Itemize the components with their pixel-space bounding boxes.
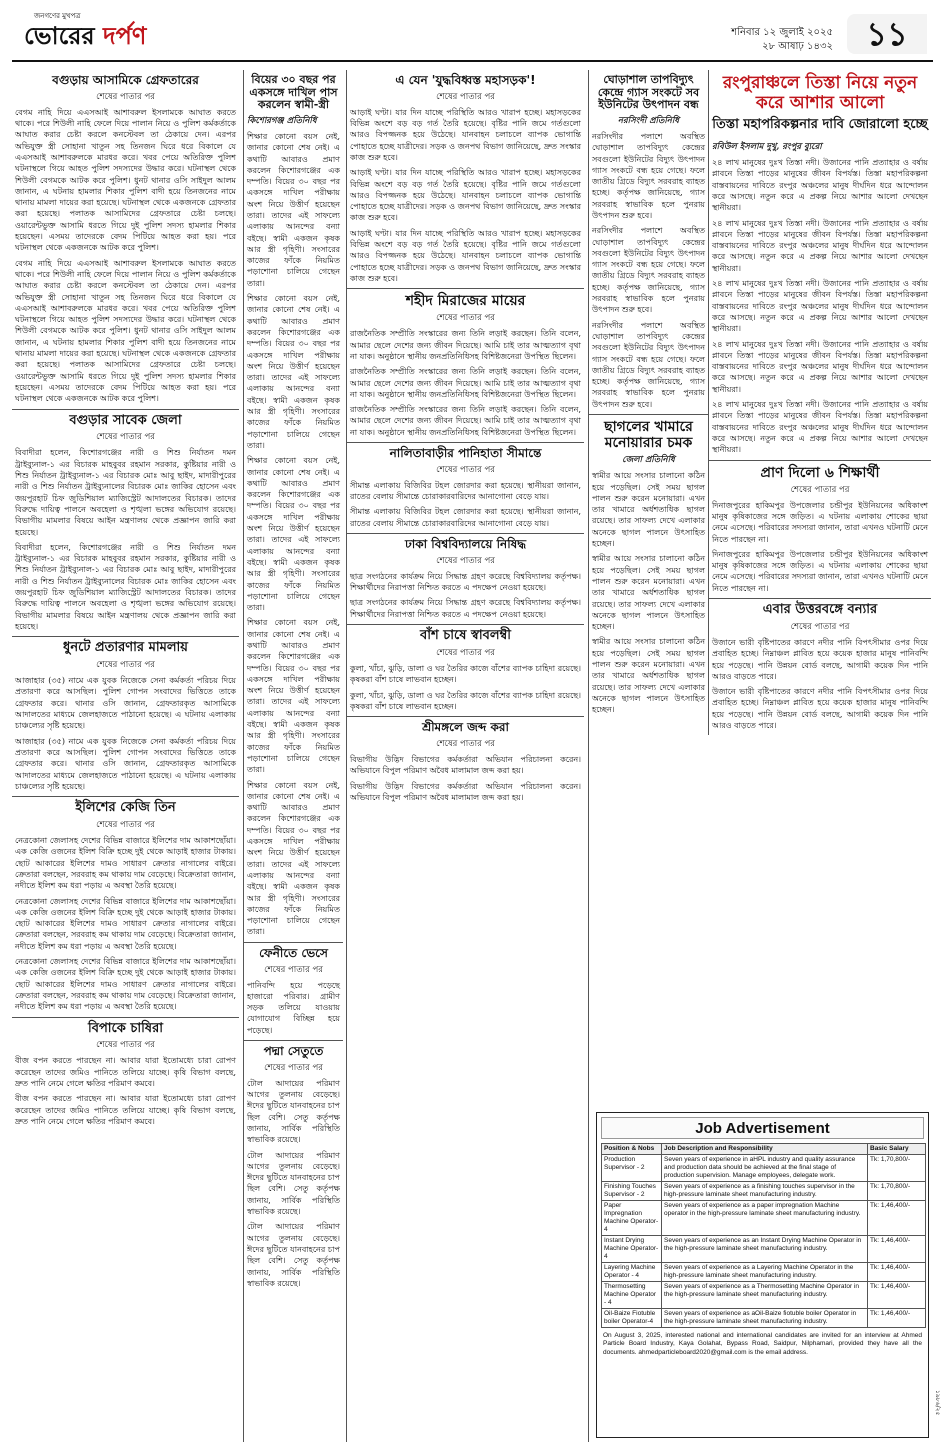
article-title[interactable]: এবার উত্তরবঙ্গে বন্যার	[762, 601, 878, 617]
article-body-cont: বীজ বপন করতে পারছেন না। আবার যারা ইতোমধ্যে চারা রোপণ করেছেন তাদের জমিও পানিতে তলিয়ে যাচ্ছে। কৃষি বিভাগ বলছে, দ্রুত পানি নেমে গেলে ক্ষতির পরিমাণ কমবে।	[15, 1094, 236, 1126]
article-body: ছাত্র সংগঠনের কার্যক্রম নিয়ে সিদ্ধান্ত গ্রহণ করেছে বিশ্ববিদ্যালয় কর্তৃপক্ষ। শিক্ষার্থীদের নিরাপত্তা নিশ্চিত করতে এ পদক্ষেপ নেওয়া হয়েছে।	[350, 571, 581, 593]
divider	[347, 716, 584, 717]
job-description: Seven years of experience as an Instant Drying Machine Operator in the high-pressure laminate sheet manufacturing industry.	[662, 1236, 868, 1263]
logo-tagline: জনগণের মুখপত্র	[34, 12, 81, 20]
article-body-cont: রাজনৈতিক সম্প্রীতি সংস্কারের জন্য তিনি লড়াই করছেন। তিনি বলেন, আমার ছেলে দেশের জন্য জীবন দিয়েছে। আমি চাই তার আত্মত্যাগ বৃথা না যাক। অনুষ্ঠানে স্থানীয় জনপ্রতিনিধিসহ বিশিষ্টজনেরা উপস্থিত ছিলেন।	[350, 405, 581, 437]
article-byline: শেষের পাতার পর	[264, 1062, 323, 1073]
article-body-cont: টোল আদায়ের পরিমাণ আগের তুলনায় বেড়েছে। ঈদের ছুটিতে যানবাহনের চাপ ছিল বেশি। সেতু কর্তৃপক্ষ জানায়, সার্বিক পরিস্থিতি স্বাভাবিক রয়েছে।	[247, 1222, 340, 1288]
divider	[347, 533, 584, 534]
table-row	[602, 1282, 926, 1309]
article-title[interactable]: নালিতাবাড়ীর পানিহাতা সীমান্তে	[389, 446, 542, 461]
article-byline: শেষের পাতার পর	[96, 1040, 155, 1051]
divider	[709, 460, 931, 461]
job-description: Seven years of experience as a Thermosetting Machine Operator in the high-pressure laminate sheet manufacturing industry.	[662, 1282, 868, 1309]
job-description: Seven years of experience as a Layering Machine Operator in the high-pressure laminate sheet manufacturing industry.	[662, 1263, 868, 1282]
article-body: বিবাদীরা হলেন, কিশোরগঞ্জের নারী ও শিশু নির্যাতন দমন ট্রাইব্যুনাল-১ এর বিচারক মাহবুবর রহমান সরকার, কুষ্টিয়ার নারী ও শিশু নির্যাতন ট্রাইব্যুনাল-১ এর বিচারক মোঃ আবু ছাইদ, মাদারীপুরের নারী ও শিশু নির্যাতন ট্রাইব্যুনালের বিচারক মোঃ জাকির হোসেন এবং জয়পুরহাট চিফ জুডিশিয়াল ম্যাজিস্ট্রেট আদালতের বিচারক। তাদের বিরুদ্ধে দায়িত্ব পালনে অবহেলা ও শৃঙ্খলা ভঙ্গের অভিযোগ রয়েছে। বিভাগীয় মামলার বিষয়ে আইন মন্ত্রণালয় থেকে প্রজ্ঞাপন জারি করা হয়েছে।	[15, 448, 236, 537]
article-byline: শেষের পাতার পর	[436, 313, 495, 324]
article-body-cont: বেগম নাহি দিয়ে এএসআই আশাবরুল ইসলামকে আঘাত করতে থাকে। পরে শিউলী নাহি ফেলে দিয়ে পালান নিয়ে ও পুলিশ কর্মকর্তাকে আঘাত করার চেষ্টা করলে কনস্টেবল তা ঠেকায়ে দেন। এরপর অভিযুক্ত স্ত্রী সোহানা খাতুন সহ তিনজন ঘিরে ধরে বিকালে যে এএসআই আশাবরুলকে মারধর করে। খবর পেয়ে অতিরিক্ত পুলিশ ঘটনাস্থলে গিয়ে আহত পুলিশ সদস্যদের উদ্ধার করে। ঘটনাস্থল থেকে শিউলী বেগমকে আটক করে পুলিশ। ধুনট থানার ওসি সাইদুল আলম জানান, এ ঘটনায় হামলার শিকার পুলিশ বাদী হয়ে তিনজনের নামে থানায় মামলা দায়ের করা হয়েছে। ঘটনাস্থল থেকে একজনকে গ্রেফতার করা হয়েছে। পলাতক আসামিদের গ্রেফতারে চেষ্টা চলছে। ওয়ারেন্টভুক্ত আসামি ধরতে গিয়ে দুই পুলিশ সদস্য হামলার শিকার হয়েছেন। এসময় তাদেরকে বেদম পিটিয়ে আহত করা হয়। পরে ঘটনাস্থল থেকে একজনকে আটক করে পুলিশ।	[15, 258, 236, 404]
column-2	[243, 70, 343, 1442]
column-1	[12, 70, 239, 1442]
column-3	[346, 70, 584, 1442]
article-body: নরসিংদীর পলাশে অবস্থিত ঘোড়াশাল তাপবিদ্যুৎ কেন্দ্রের সবগুলো ইউনিটের বিদ্যুৎ উৎপাদন গ্যাস সংকটে বন্ধ হয়ে গেছে। ফলে জাতীয় গ্রিডে বিদ্যুৎ সরবরাহ ব্যাহত হচ্ছে। কর্তৃপক্ষ জানিয়েছে, গ্যাস সরবরাহ স্বাভাবিক হলে পুনরায় উৎপাদন শুরু হবে।	[592, 131, 705, 220]
article-byline: জেলা প্রতিনিধি	[622, 455, 675, 466]
article-body-cont: টোল আদায়ের পরিমাণ আগের তুলনায় বেড়েছে। ঈদের ছুটিতে যানবাহনের চাপ ছিল বেশি। সেতু কর্তৃপক্ষ জানায়, সার্বিক পরিস্থিতি স্বাভাবিক রয়েছে।	[247, 1150, 340, 1217]
top-row	[589, 70, 931, 735]
article-body-cont: ২৪ লাখ মানুষের দুঃখ তিস্তা নদী। উজানের পানি প্রত্যাহার ও বর্ষায় প্লাবনে তিস্তা পাড়ের মানুষের জীবন বিপর্যস্ত। তিস্তা মহাপরিকল্পনা বাস্তবায়নের দাবিতে রংপুর অঞ্চলের মানুষ দীর্ঘদিন ধরে আন্দোলন করে আসছে। নতুন করে এ প্রকল্প নিয়ে আশার আলো দেখছেন স্থানীয়রা।	[712, 218, 928, 273]
article-body: আড়াই ঘণ্টা। যার দিন যাচ্ছে পরিস্থিতি আরও খারাপ হচ্ছে। মহাসড়কের বিভিন্ন অংশে বড় বড় গর্ত তৈরি হয়েছে। বৃষ্টির পানি জমে গর্তগুলো আরও বিপজ্জনক হয়ে উঠেছে। যানবাহন চলাচলে ব্যাপক ভোগান্তি পোহাতে হচ্ছে যাত্রীদের। সড়ক ও জনপথ বিভাগ জানিয়েছে, দ্রুত সংস্কার কাজ শুরু হবে।	[350, 107, 581, 162]
article-body: বিভাগীয় উদ্ভিদ বিভাগের কর্মকর্তারা অভিযান পরিচালনা করেন। অভিযানে বিপুল পরিমাণ অবৈধ মালামাল জব্দ করা হয়।	[350, 754, 581, 776]
job-table-header	[602, 1144, 926, 1155]
article-body-cont: নরসিংদীর পলাশে অবস্থিত ঘোড়াশাল তাপবিদ্যুৎ কেন্দ্রের সবগুলো ইউনিটের বিদ্যুৎ উৎপাদন গ্যাস সংকটে বন্ধ হয়ে গেছে। ফলে জাতীয় গ্রিডে বিদ্যুৎ সরবরাহ ব্যাহত হচ্ছে। কর্তৃপক্ষ জানিয়েছে, গ্যাস সরবরাহ স্বাভাবিক হলে পুনরায় উৎপাদন শুরু হবে।	[592, 226, 705, 315]
col-salary: Basic Salary	[868, 1144, 926, 1155]
table-row	[602, 1309, 926, 1328]
date-gregorian: শনিবার ১২ জুলাই ২০২৫	[731, 27, 833, 38]
article-byline: শেষের পাতার পর	[436, 738, 495, 749]
logo-word-black: ভোরের	[24, 22, 95, 50]
divider	[12, 796, 239, 797]
article-title[interactable]: বগুড়ার সাবেক জেলা	[69, 412, 182, 428]
article-body: সীমান্ত এলাকায় বিজিবির টহল জোরদার করা হয়েছে। স্থানীয়রা জানান, রাতের বেলায় সীমান্তে চোরাকারবারিদের আনাগোনা বেড়ে যায়।	[350, 480, 581, 502]
article-body: বেগম নাহি দিয়ে এএসআই আশাবরুল ইসলামকে আঘাত করতে থাকে। পরে শিউলী নাহি ফেলে দিয়ে পালান নিয়ে ও পুলিশ কর্মকর্তাকে আঘাত করার চেষ্টা করলে কনস্টেবল তা ঠেকায়ে দেন। এরপর অভিযুক্ত স্ত্রী সোহানা খাতুন সহ তিনজন ঘিরে ধরে বিকালে যে এএসআই আশাবরুলকে মারধর করে। খবর পেয়ে অতিরিক্ত পুলিশ ঘটনাস্থলে গিয়ে আহত পুলিশ সদস্যদের উদ্ধার করে। ঘটনাস্থল থেকে শিউলী বেগমকে আটক করে পুলিশ। ধুনট থানার ওসি সাইদুল আলম জানান, এ ঘটনায় হামলার শিকার পুলিশ বাদী হয়ে তিনজনের নামে থানায় মামলা দায়ের করা হয়েছে। ঘটনাস্থল থেকে একজনকে গ্রেফতার করা হয়েছে। পলাতক আসামিদের গ্রেফতারে চেষ্টা চলছে। ওয়ারেন্টভুক্ত আসামি ধরতে গিয়ে দুই পুলিশ সদস্য হামলার শিকার হয়েছেন। এসময় তাদেরকে বেদম পিটিয়ে আহত করা হয়। পরে ঘটনাস্থল থেকে একজনকে আটক করে পুলিশ।	[15, 107, 236, 253]
article-byline: কিশোরগঞ্জ প্রতিনিধি	[247, 115, 317, 126]
article-body: বীজ বপন করতে পারছেন না। আবার যারা ইতোমধ্যে চারা রোপণ করেছেন তাদের জমিও পানিতে তলিয়ে যাচ্ছে। কৃষি বিভাগ বলছে, দ্রুত পানি নেমে গেলে ক্ষতির পরিমাণ কমবে।	[15, 1056, 236, 1089]
job-description: Seven years of experience as a paper impregnation Machine operator in the high-pressure laminate sheet manufacturing industry.	[662, 1201, 868, 1236]
article-title[interactable]: বিপাকে চাষিরা	[88, 1020, 163, 1036]
article-body: শিক্ষার কোনো বয়স নেই, জানার কোনো শেষ নেই। এ কথাটি আবারও প্রমাণ করলেন কিশোরগঞ্জের এক দম্পতি। বিয়ের ৩০ বছর পর একসঙ্গে দাখিল পরীক্ষায় অংশ নিয়ে উত্তীর্ণ হয়েছেন তারা। তাদের এই সাফল্যে এলাকায় আনন্দের বন্যা বইছে। স্বামী একজন কৃষক আর স্ত্রী গৃহিণী। সংসারের কাজের ফাঁকে নিয়মিত পড়াশোনা চালিয়ে গেছেন তারা।	[247, 131, 340, 288]
job-description: Seven years of experience in aHPL industry and quality assurance and production data should be achieved at the final stage of production supervision. Manage employees, delegate work.	[662, 1155, 868, 1182]
article-byline: শেষের পাতার পর	[436, 91, 495, 102]
job-table	[601, 1143, 926, 1328]
job-position: Layering Machine Operator - 4	[602, 1263, 662, 1282]
article-byline: শেষের পাতার পর	[436, 464, 495, 475]
article-byline: রবিউল ইসলাম দুখু, রংপুর ব্যুরো	[712, 142, 822, 153]
article-title[interactable]: ঘোড়াশাল তাপবিদ্যুৎ কেন্দ্রে গ্যাস সংকটে সব ইউনিটের উৎপাদন বন্ধ	[597, 73, 700, 112]
job-position: Production Supervisor - 2	[602, 1155, 662, 1182]
article-body-cont: শিক্ষার কোনো বয়স নেই, জানার কোনো শেষ নেই। এ কথাটি আবারও প্রমাণ করলেন কিশোরগঞ্জের এক দম্পতি। বিয়ের ৩০ বছর পর একসঙ্গে দাখিল পরীক্ষায় অংশ নিয়ে উত্তীর্ণ হয়েছেন তারা। তাদের এই সাফল্যে এলাকায় আনন্দের বন্যা বইছে। স্বামী একজন কৃষক আর স্ত্রী গৃহিণী। সংসারের কাজের ফাঁকে নিয়মিত পড়াশোনা চালিয়ে গেছেন তারা।	[247, 456, 340, 613]
article-body-cont: আড়াই ঘণ্টা। যার দিন যাচ্ছে পরিস্থিতি আরও খারাপ হচ্ছে। মহাসড়কের বিভিন্ন অংশে বড় বড় গর্ত তৈরি হয়েছে। বৃষ্টির পানি জমে গর্তগুলো আরও বিপজ্জনক হয়ে উঠেছে। যানবাহন চলাচলে ব্যাপক ভোগান্তি পোহাতে হচ্ছে যাত্রীদের। সড়ক ও জনপথ বিভাগ জানিয়েছে, দ্রুত সংস্কার কাজ শুরু হবে।	[350, 228, 581, 283]
col-position: Position & Nobs	[602, 1144, 662, 1155]
article-body: কুলা, খাঁচা, ঝুড়ি, ডালা ও ঘর তৈরির কাজে বাঁশের ব্যাপক চাহিদা রয়েছে। কৃষকরা বাঁশ চাষে লাভবান হচ্ছেন।	[350, 663, 581, 685]
job-salary: Tk: 1,70,800/-	[868, 1182, 926, 1201]
article-body-cont: বিবাদীরা হলেন, কিশোরগঞ্জের নারী ও শিশু নির্যাতন দমন ট্রাইব্যুনাল-১ এর বিচারক মাহবুবর রহমান সরকার, কুষ্টিয়ার নারী ও শিশু নির্যাতন ট্রাইব্যুনাল-১ এর বিচারক মোঃ আবু ছাইদ, মাদারীপুরের নারী ও শিশু নির্যাতন ট্রাইব্যুনালের বিচারক মোঃ জাকির হোসেন এবং জয়পুরহাট চিফ জুডিশিয়াল ম্যাজিস্ট্রেট আদালতের বিচারক। তাদের বিরুদ্ধে দায়িত্ব পালনে অবহেলা ও শৃঙ্খলা ভঙ্গের অভিযোগ রয়েছে। বিভাগীয় মামলার বিষয়ে আইন মন্ত্রণালয় থেকে প্রজ্ঞাপন জারি করা হয়েছে।	[15, 542, 236, 631]
article-byline: শেষের পাতার পর	[96, 660, 155, 671]
table-row	[602, 1155, 926, 1182]
job-position: Oil-Baize Fiotuble boiler Operator-4	[602, 1309, 662, 1328]
article-body-cont: ছাত্র সংগঠনের কার্যক্রম নিয়ে সিদ্ধান্ত গ্রহণ করেছে বিশ্ববিদ্যালয় কর্তৃপক্ষ। শিক্ষার্থীদের নিরাপত্তা নিশ্চিত করতে এ পদক্ষেপ নেওয়া হয়েছে।	[350, 598, 581, 619]
job-salary: Tk: 1,70,800/-	[868, 1155, 926, 1182]
article-byline: শেষের পাতার পর	[96, 91, 155, 102]
article-title[interactable]: এ যেন 'যুদ্ধবিধ্বস্ত মহাসড়ক'!	[395, 73, 536, 87]
job-position: Instant Drying Machine Operator-4	[602, 1236, 662, 1263]
article-byline: শেষের পাতার পর	[96, 820, 155, 831]
newspaper-logo[interactable]	[24, 12, 147, 58]
article-body-cont: বিভাগীয় উদ্ভিদ বিভাগের কর্মকর্তারা অভিযান পরিচালনা করেন। অভিযানে বিপুল পরিমাণ অবৈধ মালামাল জব্দ করা হয়।	[350, 781, 581, 802]
article-body-cont: শিক্ষার কোনো বয়স নেই, জানার কোনো শেষ নেই। এ কথাটি আবারও প্রমাণ করলেন কিশোরগঞ্জের এক দম্পতি। বিয়ের ৩০ বছর পর একসঙ্গে দাখিল পরীক্ষায় অংশ নিয়ে উত্তীর্ণ হয়েছেন তারা। তাদের এই সাফল্যে এলাকায় আনন্দের বন্যা বইছে। স্বামী একজন কৃষক আর স্ত্রী গৃহিণী। সংসারের কাজের ফাঁকে নিয়মিত পড়াশোনা চালিয়ে গেছেন তারা।	[247, 294, 340, 450]
article-body: উজানে ভারী বৃষ্টিপাতের কারণে নদীর পানি বিপৎসীমার ওপর দিয়ে প্রবাহিত হচ্ছে। নিম্নাঞ্চল প্লাবিত হয়ে কয়েক হাজার মানুষ পানিবন্দি হয়ে পড়েছে। পানি উন্নয়ন বোর্ড বলছে, আগামী কয়েক দিন পানি আরও বাড়তে পারে।	[712, 637, 928, 681]
article-byline: নরসিংদী প্রতিনিধি	[617, 115, 680, 126]
divider	[12, 636, 239, 637]
article-body-cont: নরসিংদীর পলাশে অবস্থিত ঘোড়াশাল তাপবিদ্যুৎ কেন্দ্রের সবগুলো ইউনিটের বিদ্যুৎ উৎপাদন গ্যাস সংকটে বন্ধ হয়ে গেছে। ফলে জাতীয় গ্রিডে বিদ্যুৎ সরবরাহ ব্যাহত হচ্ছে। কর্তৃপক্ষ জানিয়েছে, গ্যাস সরবরাহ স্বাভাবিক হলে পুনরায় উৎপাদন শুরু হবে।	[592, 320, 705, 409]
table-row	[602, 1263, 926, 1282]
article-title[interactable]: ফেনীতে ভেসে	[259, 945, 328, 960]
date-bangla: ২৮ আষাঢ় ১৪৩২	[762, 41, 833, 52]
table-row	[602, 1182, 926, 1201]
article-byline: শেষের পাতার পর	[264, 964, 323, 975]
article-body-cont: নেত্রকোনা জেলাসহ দেশের বিভিন্ন বাজারে ইলিশের দাম আকাশছোঁয়া। এক কেজি ওজনের ইলিশ বিক্রি হচ্ছে দুই থেকে আড়াই হাজার টাকায়। ছোট আকারের ইলিশের দামও সাধারণ ক্রেতার নাগালের বাইরে। ক্রেতারা বলছেন, সরবরাহ কম থাকায় দাম বেড়েছে। বিক্রেতারা জানান, নদীতে ইলিশ কম ধরা পড়ায় এ অবস্থা তৈরি হয়েছে।	[15, 896, 236, 951]
job-position: Thermosetting Machine Operator - 4	[602, 1282, 662, 1309]
article-byline: শেষের পাতার পর	[790, 621, 850, 632]
gas-article	[589, 70, 709, 735]
article-byline: শেষের পাতার পর	[96, 432, 155, 443]
article-body-cont: শিক্ষার কোনো বয়স নেই, জানার কোনো শেষ নেই। এ কথাটি আবারও প্রমাণ করলেন কিশোরগঞ্জের এক দম্পতি। বিয়ের ৩০ বছর পর একসঙ্গে দাখিল পরীক্ষায় অংশ নিয়ে উত্তীর্ণ হয়েছেন তারা। তাদের এই সাফল্যে এলাকায় আনন্দের বন্যা বইছে। স্বামী একজন কৃষক আর স্ত্রী গৃহিণী। সংসারের কাজের ফাঁকে নিয়মিত পড়াশোনা চালিয়ে গেছেন তারা।	[247, 618, 340, 775]
article-byline: শেষের পাতার পর	[436, 555, 495, 566]
article-body-cont: ২৪ লাখ মানুষের দুঃখ তিস্তা নদী। উজানের পানি প্রত্যাহার ও বর্ষায় প্লাবনে তিস্তা পাড়ের মানুষের জীবন বিপর্যস্ত। তিস্তা মহাপরিকল্পনা বাস্তবায়নের দাবিতে রংপুর অঞ্চলের মানুষ দীর্ঘদিন ধরে আন্দোলন করে আসছে। নতুন করে এ প্রকল্প নিয়ে আশার আলো দেখছেন স্থানীয়রা।	[712, 339, 928, 394]
article-title[interactable]: শ্রীমঙ্গলে জব্দ করা	[422, 720, 509, 735]
article-title[interactable]: ইলিশের কেজি তিন	[75, 800, 176, 816]
article-title[interactable]: প্রাণ দিলো ৬ শিক্ষার্থী	[760, 464, 880, 481]
article-byline: শেষের পাতার পর	[790, 484, 850, 495]
article-body-cont: ২৪ লাখ মানুষের দুঃখ তিস্তা নদী। উজানের পানি প্রত্যাহার ও বর্ষায় প্লাবনে তিস্তা পাড়ের মানুষের জীবন বিপর্যস্ত। তিস্তা মহাপরিকল্পনা বাস্তবায়নের দাবিতে রংপুর অঞ্চলের মানুষ দীর্ঘদিন ধরে আন্দোলন করে আসছে। নতুন করে এ প্রকল্প নিয়ে আশার আলো দেখছেন স্থানীয়রা।	[712, 279, 928, 334]
article-body: রাজনৈতিক সম্প্রীতি সংস্কারের জন্য তিনি লড়াই করছেন। তিনি বলেন, আমার ছেলে দেশের জন্য জীবন দিয়েছে। আমি চাই তার আত্মত্যাগ বৃথা না যাক। অনুষ্ঠানে স্থানীয় জনপ্রতিনিধিসহ বিশিষ্টজনেরা উপস্থিত ছিলেন।	[350, 329, 581, 361]
job-salary: Tk: 1,46,400/-	[868, 1263, 926, 1282]
article-title[interactable]: বাঁশ চাষে স্বাবলম্বী	[420, 627, 511, 643]
article-body: দিনাজপুরের হাকিমপুর উপজেলার চন্ডীপুর ইউনিয়নের অধিকাংশ মানুষ কৃষিকাজের সঙ্গে জড়িত। এ ঘটনায় এলাকায় শোকের ছায়া নেমে এসেছে। পরিবারের সদস্যরা জানান, তারা এখনও ঘটনাটি মেনে নিতে পারছেন না।	[712, 500, 928, 544]
issue-date	[731, 26, 833, 54]
masthead	[12, 10, 933, 62]
article-body-cont: আড়াই ঘণ্টা। যার দিন যাচ্ছে পরিস্থিতি আরও খারাপ হচ্ছে। মহাসড়কের বিভিন্ন অংশে বড় বড় গর্ত তৈরি হয়েছে। বৃষ্টির পানি জমে গর্তগুলো আরও বিপজ্জনক হয়ে উঠেছে। যানবাহন চলাচলে ব্যাপক ভোগান্তি পোহাতে হচ্ছে যাত্রীদের। সড়ক ও জনপথ বিভাগ জানিয়েছে, দ্রুত সংস্কার কাজ শুরু হবে।	[350, 168, 581, 223]
divider	[589, 414, 708, 415]
article-body-cont: উজানে ভারী বৃষ্টিপাতের কারণে নদীর পানি বিপৎসীমার ওপর দিয়ে প্রবাহিত হচ্ছে। নিম্নাঞ্চল প্লাবিত হয়ে কয়েক হাজার মানুষ পানিবন্দি হয়ে পড়েছে। পানি উন্নয়ন বোর্ড বলছে, আগামী কয়েক দিন পানি আরও বাড়তে পারে।	[712, 687, 928, 730]
article-body-cont: ২৪ লাখ মানুষের দুঃখ তিস্তা নদী। উজানের পানি প্রত্যাহার ও বর্ষায় প্লাবনে তিস্তা পাড়ের মানুষের জীবন বিপর্যস্ত। তিস্তা মহাপরিকল্পনা বাস্তবায়নের দাবিতে রংপুর অঞ্চলের মানুষ দীর্ঘদিন ধরে আন্দোলন করে আসছে। নতুন করে এ প্রকল্প নিয়ে আশার আলো দেখছেন স্থানীয়রা।	[712, 400, 928, 455]
article-title[interactable]: বিয়ের ৩০ বছর পর একসঙ্গে দাখিল পাস করলেন স্বামী-স্ত্রী	[249, 73, 338, 112]
divider	[244, 942, 343, 943]
table-row	[602, 1236, 926, 1263]
job-salary: Tk: 1,46,400/-	[868, 1201, 926, 1236]
article-body-cont: শিক্ষার কোনো বয়স নেই, জানার কোনো শেষ নেই। এ কথাটি আবারও প্রমাণ করলেন কিশোরগঞ্জের এক দম্পতি। বিয়ের ৩০ বছর পর একসঙ্গে দাখিল পরীক্ষায় অংশ নিয়ে উত্তীর্ণ হয়েছেন তারা। তাদের এই সাফল্যে এলাকায় আনন্দের বন্যা বইছে। স্বামী একজন কৃষক আর স্ত্রী গৃহিণী। সংসারের কাজের ফাঁকে নিয়মিত পড়াশোনা চালিয়ে গেছেন তারা।	[247, 780, 340, 937]
article-subtitle: তিস্তা মহাপরিকল্পনার দাবি জোরালো হচ্ছে	[712, 117, 928, 133]
divider	[12, 1017, 239, 1018]
article-body-cont: কুলা, খাঁচা, ঝুড়ি, ডালা ও ঘর তৈরির কাজে বাঁশের ব্যাপক চাহিদা রয়েছে। কৃষকরা বাঁশ চাষে লাভবান হচ্ছেন।	[350, 690, 581, 711]
col-description: Job Description and Responsibility	[662, 1144, 868, 1155]
divider	[347, 288, 584, 289]
divider	[12, 409, 239, 410]
article-title[interactable]: বগুড়ায় আসামিকে গ্রেফতারের	[52, 73, 199, 87]
job-description: Seven years of experience as a finishing touches supervisor in the high-pressure laminate sheet manufacturing industry.	[662, 1182, 868, 1201]
job-position: Finishing Touches Supervisor - 2	[602, 1182, 662, 1201]
article-body-cont: স্বামীর আয়ে সংসার চালানো কঠিন হয়ে পড়েছিল। সেই সময় ছাগল পালন শুরু করেন মনোয়ারা। এখন তার খামারে অর্ধশতাধিক ছাগল রয়েছে। তার সাফল্য দেখে এলাকার অনেকে ছাগল পালনে উৎসাহিত হচ্ছেন।	[592, 554, 705, 632]
article-title[interactable]: শহীদ মিরাজের মায়ের	[405, 293, 526, 310]
job-salary: Tk: 1,46,400/-	[868, 1236, 926, 1263]
article-title[interactable]: রংপুরাঞ্চলে তিস্তা নিয়ে নতুন করে আশার আলো	[722, 73, 918, 113]
job-ad-note: On August 3, 2025, interested national and international candidates are invited for an interview at Ahmed Particle Board Industry, Kaya Golahat, Bypass Road, Saidpur, Nilphamari, provided they have all the documents. ahmedparticleboard2020@gmail.com is the email address.	[603, 1332, 922, 1356]
article-byline: শেষের পাতার পর	[436, 647, 495, 658]
job-salary: Tk: 1,46,400/-	[868, 1309, 926, 1328]
divider	[347, 442, 584, 443]
job-description: Seven years of experience as aOil-Baize fiotuble boiler Operator in the high-pressure laminate sheet manufacturing industry.	[662, 1309, 868, 1328]
article-body: টোল আদায়ের পরিমাণ আগের তুলনায় বেড়েছে। ঈদের ছুটিতে যানবাহনের চাপ ছিল বেশি। সেতু কর্তৃপক্ষ জানায়, সার্বিক পরিস্থিতি স্বাভাবিক রয়েছে।	[247, 1078, 340, 1145]
article-body-cont: নেত্রকোনা জেলাসহ দেশের বিভিন্ন বাজারে ইলিশের দাম আকাশছোঁয়া। এক কেজি ওজনের ইলিশ বিক্রি হচ্ছে দুই থেকে আড়াই হাজার টাকায়। ছোট আকারের ইলিশের দামও সাধারণ ক্রেতার নাগালের বাইরে। ক্রেতারা বলছেন, সরবরাহ কম থাকায় দাম বেড়েছে। বিক্রেতারা জানান, নদীতে ইলিশ কম ধরা পড়ায় এ অবস্থা তৈরি হয়েছে।	[15, 957, 236, 1012]
job-advertisement	[596, 1112, 929, 1438]
ad-reference-id: ১৯৮৬/২৫	[934, 1390, 941, 1416]
article-title[interactable]: ঢাকা বিশ্ববিদ্যালয়ে নিষিদ্ধ	[404, 537, 527, 551]
article-title[interactable]: পদ্মা সেতুতে	[263, 1043, 324, 1058]
divider	[244, 1040, 343, 1041]
article-body: পানিবন্দি হয়ে পড়েছে হাজারো পরিবার। গ্রামীণ সড়ক তলিয়ে যাওয়ায় যোগাযোগ বিচ্ছিন্ন হয়ে পড়েছে।	[247, 980, 340, 1035]
job-ad-title: Job Advertisement	[601, 1117, 924, 1139]
article-body-cont: স্বামীর আয়ে সংসার চালানো কঠিন হয়ে পড়েছিল। সেই সময় ছাগল পালন শুরু করেন মনোয়ারা। এখন তার খামারে অর্ধশতাধিক ছাগল রয়েছে। তার সাফল্য দেখে এলাকার অনেকে ছাগল পালনে উৎসাহিত হচ্ছেন।	[592, 637, 705, 715]
job-position: Paper Impregnation Machine Operator-4	[602, 1201, 662, 1236]
article-body: নেত্রকোনা জেলাসহ দেশের বিভিন্ন বাজারে ইলিশের দাম আকাশছোঁয়া। এক কেজি ওজনের ইলিশ বিক্রি হচ্ছে দুই থেকে আড়াই হাজার টাকায়। ছোট আকারের ইলিশের দামও সাধারণ ক্রেতার নাগালের বাইরে। ক্রেতারা বলছেন, সরবরাহ কম থাকায় দাম বেড়েছে। বিক্রেতারা জানান, নদীতে ইলিশ কম ধরা পড়ায় এ অবস্থা তৈরি হয়েছে।	[15, 836, 236, 891]
table-row	[602, 1201, 926, 1236]
divider	[709, 598, 931, 599]
article-body-cont: সীমান্ত এলাকায় বিজিবির টহল জোরদার করা হয়েছে। স্থানীয়রা জানান, রাতের বেলায় সীমান্তে চোরাকারবারিদের আনাগোনা বেড়ে যায়।	[350, 507, 581, 528]
logo-word-red: দর্পণ	[103, 22, 147, 50]
article-body-cont: রাজনৈতিক সম্প্রীতি সংস্কারের জন্য তিনি লড়াই করছেন। তিনি বলেন, আমার ছেলে দেশের জন্য জীবন দিয়েছে। আমি চাই তার আত্মত্যাগ বৃথা না যাক। অনুষ্ঠানে স্থানীয় জনপ্রতিনিধিসহ বিশিষ্টজনেরা উপস্থিত ছিলেন।	[350, 367, 581, 399]
article-body-cont: আজাহার (৩৫) নামে এক যুবক নিজেকে সেনা কর্মকর্তা পরিচয় দিয়ে প্রতারণা করে আসছিল। পুলিশ গোপন সংবাদের ভিত্তিতে তাকে গ্রেফতার করে। থানার ওসি জানান, গ্রেফতারকৃত আসামিকে আদালতের মাধ্যমে জেলহাজতে পাঠানো হয়েছে। এ ঘটনায় এলাকায় চাঞ্চল্যের সৃষ্টি হয়েছে।	[15, 736, 236, 791]
article-body: স্বামীর আয়ে সংসার চালানো কঠিন হয়ে পড়েছিল। সেই সময় ছাগল পালন শুরু করেন মনোয়ারা। এখন তার খামারে অর্ধশতাধিক ছাগল রয়েছে। তার সাফল্য দেখে এলাকার অনেকে ছাগল পালনে উৎসাহিত হচ্ছেন।	[592, 471, 705, 549]
job-salary: Tk: 1,46,400/-	[868, 1282, 926, 1309]
article-body: ২৪ লাখ মানুষের দুঃখ তিস্তা নদী। উজানের পানি প্রত্যাহার ও বর্ষায় প্লাবনে তিস্তা পাড়ের মানুষের জীবন বিপর্যস্ত। তিস্তা মহাপরিকল্পনা বাস্তবায়নের দাবিতে রংপুর অঞ্চলের মানুষ দীর্ঘদিন ধরে আন্দোলন করে আসছে। নতুন করে এ প্রকল্প নিয়ে আশার আলো দেখছেন স্থানীয়রা।	[712, 158, 928, 213]
page-number: ১১	[847, 14, 927, 54]
article-body-cont: দিনাজপুরের হাকিমপুর উপজেলার চন্ডীপুর ইউনিয়নের অধিকাংশ মানুষ কৃষিকাজের সঙ্গে জড়িত। এ ঘটনায় এলাকায় শোকের ছায়া নেমে এসেছে। পরিবারের সদস্যরা জানান, তারা এখনও ঘটনাটি মেনে নিতে পারছেন না।	[712, 549, 928, 593]
article-title[interactable]: ধুনটে প্রতারণার মামলায়	[63, 640, 188, 656]
divider	[347, 624, 584, 625]
article-body: আজাহার (৩৫) নামে এক যুবক নিজেকে সেনা কর্মকর্তা পরিচয় দিয়ে প্রতারণা করে আসছিল। পুলিশ গোপন সংবাদের ভিত্তিতে তাকে গ্রেফতার করে। থানার ওসি জানান, গ্রেফতারকৃত আসামিকে আদালতের মাধ্যমে জেলহাজতে পাঠানো হয়েছে। এ ঘটনায় এলাকায় চাঞ্চল্যের সৃষ্টি হয়েছে।	[15, 676, 236, 731]
teesta-article	[709, 70, 931, 735]
article-title[interactable]: ছাগলের খামারে মনোয়ারার চমক	[604, 419, 693, 452]
